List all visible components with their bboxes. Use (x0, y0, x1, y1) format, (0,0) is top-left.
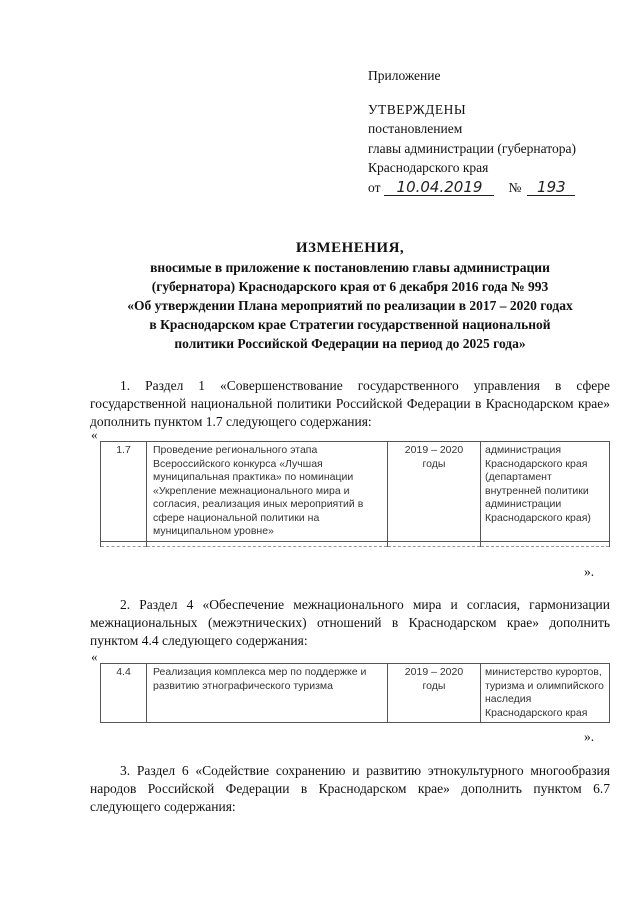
table-row (101, 442, 610, 542)
row-responsible: администрация Краснодарского края (департамент внутренней политики администрации Краснодарского края) (481, 442, 610, 542)
heading-line-3: «Об утверждении Плана мероприятий по реализации в 2017 – 2020 годах (127, 298, 573, 313)
heading-line-1: вносимые в приложение к постановлению главы администрации (150, 260, 550, 275)
section-3-paragraph (90, 762, 610, 816)
section-2-open-quote: « (91, 649, 98, 664)
section-3-text: 3. Раздел 6 «Содействие сохранению и развитию этнокультурного многообразия народов Российской Федерации в Краснодарском крае» дополнить пунктом 6.7 следующего содержания: (90, 763, 610, 814)
authority-line-1: главы администрации (губернатора) (368, 140, 576, 156)
row-period: 2019 – 2020 годы (388, 664, 481, 723)
approval-block (368, 66, 618, 197)
handwritten-date: 10.04.2019 (384, 179, 494, 196)
row-responsible: министерство курортов, туризма и олимпийского наследия Краснодарского края (481, 664, 610, 723)
section-2-table (100, 663, 610, 723)
section-2-text: 2. Раздел 4 «Обеспечение межнационального мира и согласия, гармонизации межнациональных (межэтнических) отношений в Краснодарском крае» дополнить пунктом 4.4 следующего содержания: (90, 597, 610, 648)
handwritten-number: 193 (527, 179, 575, 196)
section-1-close-quote: ». (584, 564, 595, 579)
heading-title: ИЗМЕНЕНИЯ, (295, 240, 405, 256)
approved-label: УТВЕРЖДЕНЫ (368, 101, 467, 117)
section-2-paragraph (90, 596, 610, 650)
row-number: 4.4 (101, 664, 147, 723)
row-event: Проведение регионального этапа Всероссийского конкурса «Лучшая муниципальная практика» по номинации «Укрепление межнационального мира и согласия, реализация иных мероприятий в сфере национальной политики на муниципальном уровне» (147, 442, 388, 542)
document-heading (90, 239, 610, 353)
table-row (101, 664, 610, 723)
section-1-text: 1. Раздел 1 «Совершенствование государственного управления в сфере государственной национальной политики Российской Федерации в Краснодарском крае» дополнить пунктом 1.7 следующего содержания: (90, 378, 610, 429)
section-1-table (100, 441, 610, 547)
heading-line-4: в Краснодарском крае Стратегии государственной национальной (149, 317, 551, 332)
date-number-line (368, 178, 618, 198)
heading-line-2: (губернатора) Краснодарского края от 6 декабря 2016 года № 993 (151, 279, 549, 294)
row-number: 1.7 (101, 442, 147, 542)
section-1-open-quote: « (91, 427, 98, 442)
section-1-paragraph (90, 377, 610, 431)
decree-line: постановлением (368, 121, 463, 136)
appendix-label: Приложение (368, 68, 441, 83)
row-period: 2019 – 2020 годы (388, 442, 481, 542)
date-prefix: от (368, 179, 381, 195)
number-prefix: № (508, 179, 522, 195)
section-2-close-quote: ». (584, 729, 595, 744)
authority-line-2: Краснодарского края (368, 160, 489, 175)
heading-line-5: политики Российской Федерации на период до 2025 года» (174, 336, 526, 351)
row-event: Реализация комплекса мер по поддержке и развитию этнографического туризма (147, 664, 388, 723)
